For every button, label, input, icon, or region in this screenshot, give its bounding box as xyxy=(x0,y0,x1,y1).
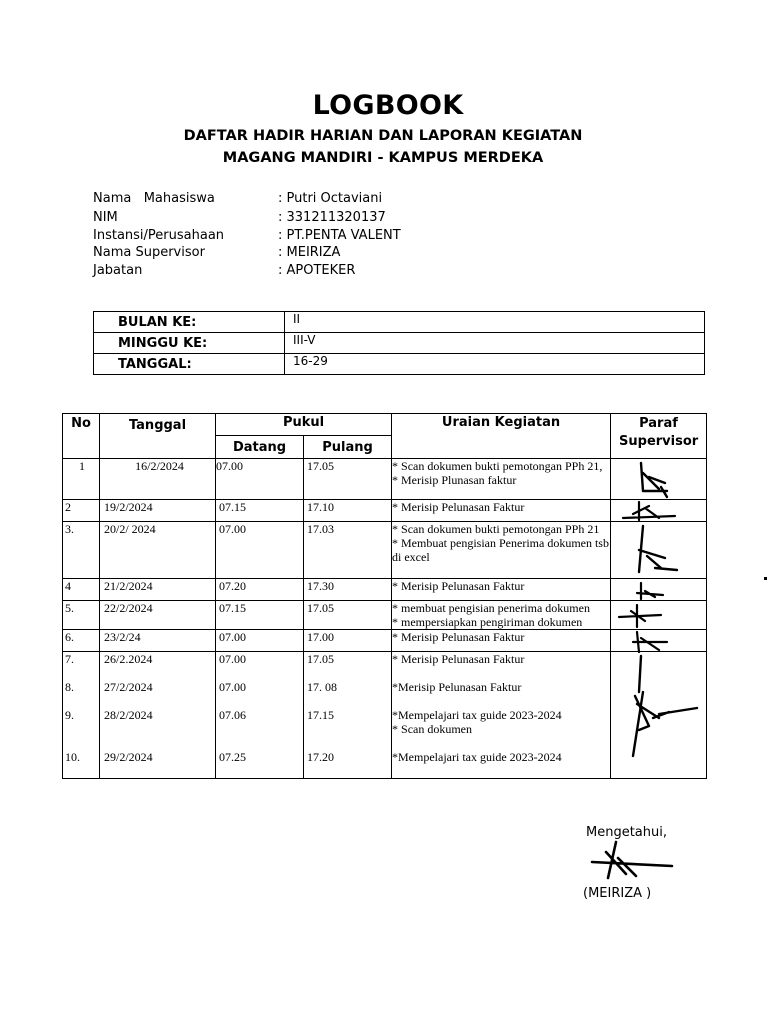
table-row xyxy=(63,630,707,652)
info-label-position: Jabatan xyxy=(93,263,143,278)
supervisor-signature-icon xyxy=(588,838,678,882)
document-title: LOGBOOK xyxy=(312,90,464,121)
cell-uraian xyxy=(392,522,611,579)
signature-icon xyxy=(625,524,685,578)
activity-line: * Merisip Pelunasan Faktur xyxy=(392,630,525,644)
activity-line: * Merisip Plunasan faktur xyxy=(392,473,517,487)
header-tanggal: Tanggal xyxy=(100,414,216,459)
period-label: TANGGAL: xyxy=(94,354,285,375)
cell-no: 2 xyxy=(63,500,100,522)
cell-uraian-group xyxy=(392,652,611,779)
cell-datang: 07.00 xyxy=(216,630,304,652)
period-row-date xyxy=(94,354,705,375)
period-value: 16-29 xyxy=(285,354,705,375)
cell-pulang: 17.15 xyxy=(307,708,334,722)
cell-uraian xyxy=(392,579,611,601)
cell-paraf xyxy=(611,652,707,779)
info-value-name: : Putri Octaviani xyxy=(278,191,383,206)
info-label-nim: NIM xyxy=(93,210,118,225)
header-paraf: Paraf Supervisor xyxy=(611,414,707,459)
activity-line: * Membuat pengisian Penerima dokumen tsb di excel xyxy=(392,536,609,564)
cell-datang: 07.00 xyxy=(219,680,246,694)
cell-tanggal: 26/2.2024 xyxy=(104,652,153,666)
cell-tanggal: 29/2/2024 xyxy=(104,750,153,764)
cell-datang: 07.00 xyxy=(219,652,246,666)
activity-line: * mempersiapkan pengiriman dokumen xyxy=(392,615,583,629)
info-label-name: Nama Mahasiswa xyxy=(93,191,215,206)
period-row-week xyxy=(94,333,705,354)
cell-datang: 07.15 xyxy=(216,500,304,522)
cell-uraian xyxy=(392,459,611,500)
cell-paraf xyxy=(611,459,707,500)
period-value: II xyxy=(285,312,705,333)
supervisor-name: (MEIRIZA ) xyxy=(583,886,652,901)
table-row xyxy=(63,601,707,630)
period-label: BULAN KE: xyxy=(94,312,285,333)
cell-no: 8. xyxy=(65,680,74,694)
activity-line: * Merisip Pelunasan Faktur xyxy=(392,500,525,514)
cell-paraf xyxy=(611,500,707,522)
cell-paraf xyxy=(611,522,707,579)
cell-pulang: 17.05 xyxy=(304,601,392,630)
activity-line: * Merisip Pelunasan Faktur xyxy=(392,652,525,666)
cell-uraian xyxy=(392,601,611,630)
table-row-group xyxy=(63,652,707,779)
signature-icon xyxy=(619,500,679,522)
document-subtitle: DAFTAR HADIR HARIAN DAN LAPORAN KEGIATAN xyxy=(183,128,583,144)
info-value-supervisor: : MEIRIZA xyxy=(278,245,341,260)
cell-tanggal: 22/2/2024 xyxy=(100,601,216,630)
period-label: MINGGU KE: xyxy=(94,333,285,354)
cell-pulang: 17.20 xyxy=(307,750,334,764)
table-row xyxy=(63,459,707,500)
table-row xyxy=(63,522,707,579)
cell-datang: 07.15 xyxy=(216,601,304,630)
signature-icon xyxy=(631,581,671,601)
cell-datang: 07.00 xyxy=(216,459,304,500)
cell-uraian xyxy=(392,500,611,522)
header-datang: Datang xyxy=(216,436,304,459)
cell-tanggal: 19/2/2024 xyxy=(100,500,216,522)
cell-datang-group xyxy=(216,652,304,779)
cell-pulang: 17.10 xyxy=(304,500,392,522)
header-pukul: Pukul xyxy=(216,414,392,436)
cell-tanggal-group xyxy=(100,652,216,779)
signature-icon xyxy=(627,630,677,654)
period-table xyxy=(93,311,705,375)
cell-pulang: 17.03 xyxy=(304,522,392,579)
cell-paraf xyxy=(611,630,707,652)
info-value-company: : PT.PENTA VALENT xyxy=(278,228,401,243)
cell-tanggal: 20/2/ 2024 xyxy=(100,522,216,579)
activity-line: * Scan dokumen bukti pemotongan PPh 21, xyxy=(392,459,603,473)
cell-tanggal: 21/2/2024 xyxy=(100,579,216,601)
period-value: III-V xyxy=(285,333,705,354)
info-label-supervisor: Nama Supervisor xyxy=(93,245,205,260)
cell-datang: 07.00 xyxy=(216,522,304,579)
cell-datang: 07.06 xyxy=(219,708,246,722)
cell-pulang: 17.30 xyxy=(304,579,392,601)
cell-no: 10. xyxy=(65,750,80,764)
cell-uraian xyxy=(392,630,611,652)
activity-line: * membuat pengisian penerima dokumen xyxy=(392,601,590,615)
cell-no-group xyxy=(63,652,100,779)
signature-icon xyxy=(619,652,701,772)
cell-paraf xyxy=(611,579,707,601)
cell-pulang: 17. 08 xyxy=(307,680,337,694)
header-uraian: Uraian Kegiatan xyxy=(392,414,611,459)
table-row xyxy=(63,500,707,522)
header-no: No xyxy=(63,414,100,459)
signature-icon xyxy=(615,603,663,629)
document-subtitle-program: MAGANG MANDIRI - KAMPUS MERDEKA xyxy=(222,150,544,166)
cell-pulang: 17.05 xyxy=(307,652,334,666)
period-row-month xyxy=(94,312,705,333)
cell-datang: 07.20 xyxy=(216,579,304,601)
cell-no: 7. xyxy=(65,652,74,666)
signature-icon xyxy=(631,461,681,499)
cell-no: 5. xyxy=(63,601,100,630)
cell-tanggal: 16/2/2024 xyxy=(100,459,216,500)
cell-no: 9. xyxy=(65,708,74,722)
cell-paraf xyxy=(611,601,707,630)
table-row xyxy=(63,579,707,601)
cell-pulang-group xyxy=(304,652,392,779)
cell-pulang: 17.00 xyxy=(304,630,392,652)
header-pulang: Pulang xyxy=(304,436,392,459)
activity-line: * Scan dokumen bukti pemotongan PPh 21 xyxy=(392,522,600,536)
stray-mark xyxy=(764,577,767,580)
cell-tanggal: 28/2/2024 xyxy=(104,708,153,722)
info-label-company: Instansi/Perusahaan xyxy=(93,228,225,243)
info-value-position: : APOTEKER xyxy=(278,263,356,278)
cell-no: 6. xyxy=(63,630,100,652)
activity-line: *Mempelajari tax guide 2023-2024 xyxy=(392,708,562,722)
cell-pulang: 17.05 xyxy=(304,459,392,500)
cell-no: 4 xyxy=(63,579,100,601)
cell-no: 1 xyxy=(63,459,100,500)
info-value-nim: : 331211320137 xyxy=(278,210,386,225)
activity-log-table xyxy=(62,413,707,779)
activity-line: *Merisip Pelunasan Faktur xyxy=(392,680,522,694)
cell-tanggal: 27/2/2024 xyxy=(104,680,153,694)
activity-line: * Merisip Pelunasan Faktur xyxy=(392,579,525,593)
cell-datang: 07.25 xyxy=(219,750,246,764)
activity-line: *Mempelajari tax guide 2023-2024 xyxy=(392,750,562,764)
cell-no: 3. xyxy=(63,522,100,579)
acknowledged-label: Mengetahui, xyxy=(586,825,667,840)
cell-tanggal: 23/2/24 xyxy=(100,630,216,652)
activity-line: * Scan dokumen xyxy=(392,722,473,736)
